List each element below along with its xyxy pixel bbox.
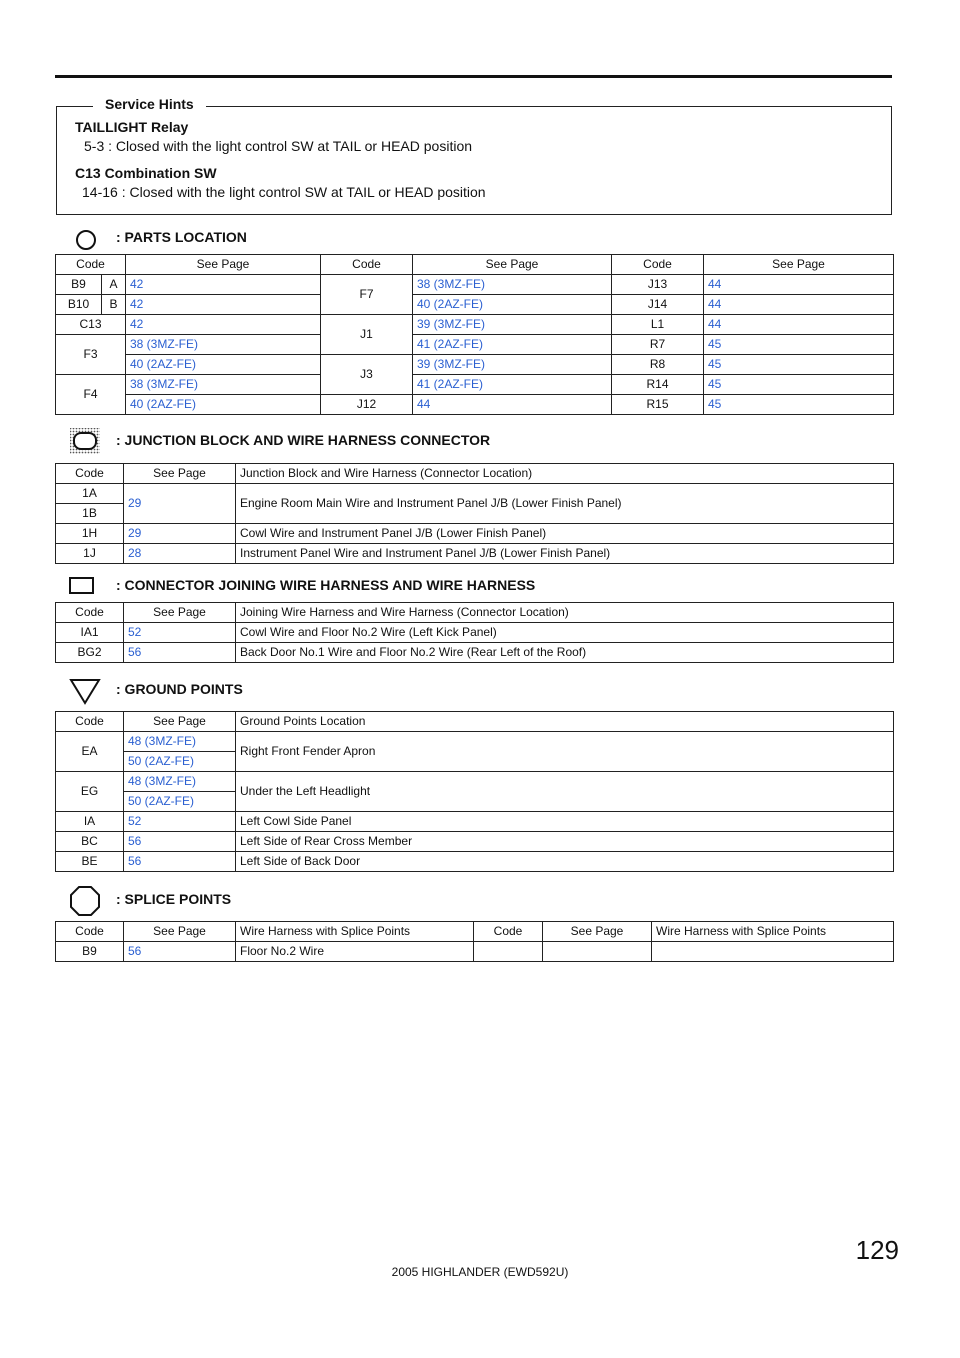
header-cell: Code — [474, 922, 543, 942]
header-cell: See Page — [543, 922, 652, 942]
location-cell: Instrument Panel Wire and Instrument Panel J/B (Lower Finish Panel) — [236, 544, 894, 564]
code-cell — [474, 942, 543, 962]
table-row — [56, 732, 894, 752]
page-link[interactable]: 45 — [704, 395, 894, 415]
header-cell: See Page — [124, 922, 236, 942]
location-cell: Right Front Fender Apron — [236, 732, 894, 772]
ground-points-title: : GROUND POINTS — [116, 681, 243, 697]
page-link[interactable]: 52 — [124, 623, 236, 643]
code-cell: F7 — [321, 275, 413, 315]
page-link[interactable]: 44 — [704, 315, 894, 335]
location-cell: Under the Left Headlight — [236, 772, 894, 812]
hint-heading-combination-sw: C13 Combination SW — [75, 165, 217, 181]
table-row — [56, 295, 894, 315]
ground-point-triangle-icon — [69, 677, 101, 705]
table-row — [56, 275, 894, 295]
header-cell: Code — [56, 464, 124, 484]
code-cell: J14 — [612, 295, 704, 315]
code-cell: EA — [56, 732, 124, 772]
header-cell: See Page — [124, 712, 236, 732]
code-cell: B9 — [56, 275, 102, 295]
code-cell: F3 — [56, 335, 126, 375]
code-cell: R7 — [612, 335, 704, 355]
code-cell: EG — [56, 772, 124, 812]
code-cell: IA1 — [56, 623, 124, 643]
page-link[interactable]: 41 (2AZ-FE) — [413, 375, 612, 395]
page-link[interactable]: 48 (3MZ-FE) — [124, 772, 236, 792]
code-cell: J3 — [321, 355, 413, 395]
header-cell: See Page — [413, 255, 612, 275]
table-row — [56, 524, 894, 544]
table-row — [56, 315, 894, 335]
header-cell: Wire Harness with Splice Points — [236, 922, 474, 942]
table-header-row — [56, 712, 894, 732]
header-cell: Wire Harness with Splice Points — [652, 922, 894, 942]
page-link[interactable]: 56 — [124, 643, 236, 663]
table-row — [56, 852, 894, 872]
page-link[interactable]: 39 (3MZ-FE) — [413, 315, 612, 335]
code-cell: BC — [56, 832, 124, 852]
hint-line-taillight: 5-3 : Closed with the light control SW at TAIL or HEAD position — [84, 138, 473, 154]
page-link[interactable]: 56 — [124, 852, 236, 872]
table-row — [56, 335, 894, 355]
header-cell: See Page — [124, 464, 236, 484]
code-cell: F4 — [56, 375, 126, 415]
header-cell: See Page — [704, 255, 894, 275]
page-link[interactable]: 39 (3MZ-FE) — [413, 355, 612, 375]
page-link[interactable]: 29 — [124, 484, 236, 524]
hint-line-combination-sw: 14-16 : Closed with the light control SW at TAIL or HEAD position — [82, 184, 486, 200]
location-cell: Left Cowl Side Panel — [236, 812, 894, 832]
table-header-row — [56, 603, 894, 623]
junction-block-connector-icon — [69, 427, 101, 455]
code-cell: C13 — [56, 315, 126, 335]
splice-points-title: : SPLICE POINTS — [116, 891, 232, 907]
page-link[interactable]: 28 — [124, 544, 236, 564]
header-cell: See Page — [126, 255, 321, 275]
location-cell: Left Side of Rear Cross Member — [236, 832, 894, 852]
table-row — [56, 643, 894, 663]
page-link[interactable]: 44 — [704, 275, 894, 295]
header-cell: See Page — [124, 603, 236, 623]
service-hints-title: Service Hints — [93, 96, 206, 112]
page-link[interactable]: 44 — [413, 395, 612, 415]
header-cell: Code — [56, 712, 124, 732]
code-cell: IA — [56, 812, 124, 832]
code-cell: B9 — [56, 942, 124, 962]
table-header-row — [56, 922, 894, 942]
header-cell: Code — [56, 603, 124, 623]
code-cell: BG2 — [56, 643, 124, 663]
page-link[interactable]: 40 (2AZ-FE) — [126, 355, 321, 375]
page-link[interactable]: 45 — [704, 335, 894, 355]
page-link[interactable]: 45 — [704, 375, 894, 395]
table-row — [56, 623, 894, 643]
code-cell: R15 — [612, 395, 704, 415]
parts-location-table — [55, 254, 894, 415]
page-link[interactable] — [543, 942, 652, 962]
page-link[interactable]: 56 — [124, 832, 236, 852]
page-link[interactable]: 41 (2AZ-FE) — [413, 335, 612, 355]
location-cell: Cowl Wire and Instrument Panel J/B (Lower Finish Panel) — [236, 524, 894, 544]
page-link[interactable]: 38 (3MZ-FE) — [413, 275, 612, 295]
code-suffix-cell: A — [102, 275, 126, 295]
header-cell: Joining Wire Harness and Wire Harness (Connector Location) — [236, 603, 894, 623]
table-row — [56, 832, 894, 852]
page-number: 129 — [855, 1235, 899, 1265]
ground-points-table — [55, 711, 894, 872]
table-row — [56, 812, 894, 832]
page-link[interactable]: 38 (3MZ-FE) — [126, 375, 321, 395]
code-cell: R14 — [612, 375, 704, 395]
connector-joining-table — [55, 602, 894, 663]
connector-joining-rectangle-icon — [68, 576, 96, 596]
parts-location-circle-icon — [74, 229, 98, 251]
document-model-footer: 2005 HIGHLANDER (EWD592U) — [391, 1265, 569, 1279]
page-link[interactable]: 42 — [126, 275, 321, 295]
table-header-row — [56, 464, 894, 484]
table-row — [56, 772, 894, 792]
table-row — [56, 544, 894, 564]
connector-joining-title: : CONNECTOR JOINING WIRE HARNESS AND WIRE HARNESS — [116, 577, 536, 593]
header-cell: Code — [612, 255, 704, 275]
table-row — [56, 484, 894, 504]
junction-block-table — [55, 463, 894, 564]
page-link[interactable]: 45 — [704, 355, 894, 375]
wire-harness-cell — [652, 942, 894, 962]
header-cell: Code — [321, 255, 413, 275]
location-cell: Left Side of Back Door — [236, 852, 894, 872]
table-row — [56, 942, 894, 962]
code-cell: 1J — [56, 544, 124, 564]
page-link[interactable]: 42 — [126, 315, 321, 335]
parts-location-title: : PARTS LOCATION — [116, 229, 247, 245]
wire-harness-cell: Floor No.2 Wire — [236, 942, 474, 962]
page-link[interactable]: 38 (3MZ-FE) — [126, 335, 321, 355]
junction-block-title: : JUNCTION BLOCK AND WIRE HARNESS CONNECTOR — [116, 432, 491, 448]
code-cell: J13 — [612, 275, 704, 295]
code-cell: R8 — [612, 355, 704, 375]
location-cell: Back Door No.1 Wire and Floor No.2 Wire (Rear Left of the Roof) — [236, 643, 894, 663]
splice-points-table — [55, 921, 894, 962]
page-link[interactable]: 56 — [124, 942, 236, 962]
code-cell: B10 — [56, 295, 102, 315]
location-cell: Cowl Wire and Floor No.2 Wire (Left Kick Panel) — [236, 623, 894, 643]
location-cell: Engine Room Main Wire and Instrument Panel J/B (Lower Finish Panel) — [236, 484, 894, 524]
page-link[interactable]: 29 — [124, 524, 236, 544]
code-cell: J12 — [321, 395, 413, 415]
header-cell: Code — [56, 255, 126, 275]
header-cell: Ground Points Location — [236, 712, 894, 732]
page-link[interactable]: 42 — [126, 295, 321, 315]
code-cell: L1 — [612, 315, 704, 335]
splice-point-octagon-icon — [69, 885, 101, 917]
table-row — [56, 375, 894, 395]
page-link[interactable]: 40 (2AZ-FE) — [126, 395, 321, 415]
page-link[interactable]: 48 (3MZ-FE) — [124, 732, 236, 752]
code-cell: J1 — [321, 315, 413, 355]
hint-heading-taillight: TAILLIGHT Relay — [75, 119, 189, 135]
page-link[interactable]: 50 (2AZ-FE) — [124, 792, 236, 812]
page-link[interactable]: 40 (2AZ-FE) — [413, 295, 612, 315]
header-cell: Code — [56, 922, 124, 942]
code-cell: 1B — [56, 504, 124, 524]
code-suffix-cell: B — [102, 295, 126, 315]
page-link[interactable]: 52 — [124, 812, 236, 832]
page-link[interactable]: 44 — [704, 295, 894, 315]
table-header-row — [56, 255, 894, 275]
code-cell: 1H — [56, 524, 124, 544]
page-link[interactable]: 50 (2AZ-FE) — [124, 752, 236, 772]
code-cell: 1A — [56, 484, 124, 504]
header-cell: Junction Block and Wire Harness (Connector Location) — [236, 464, 894, 484]
top-rule — [55, 75, 892, 78]
table-row — [56, 395, 894, 415]
service-hints-box — [56, 96, 892, 215]
code-cell: BE — [56, 852, 124, 872]
table-row — [56, 355, 894, 375]
